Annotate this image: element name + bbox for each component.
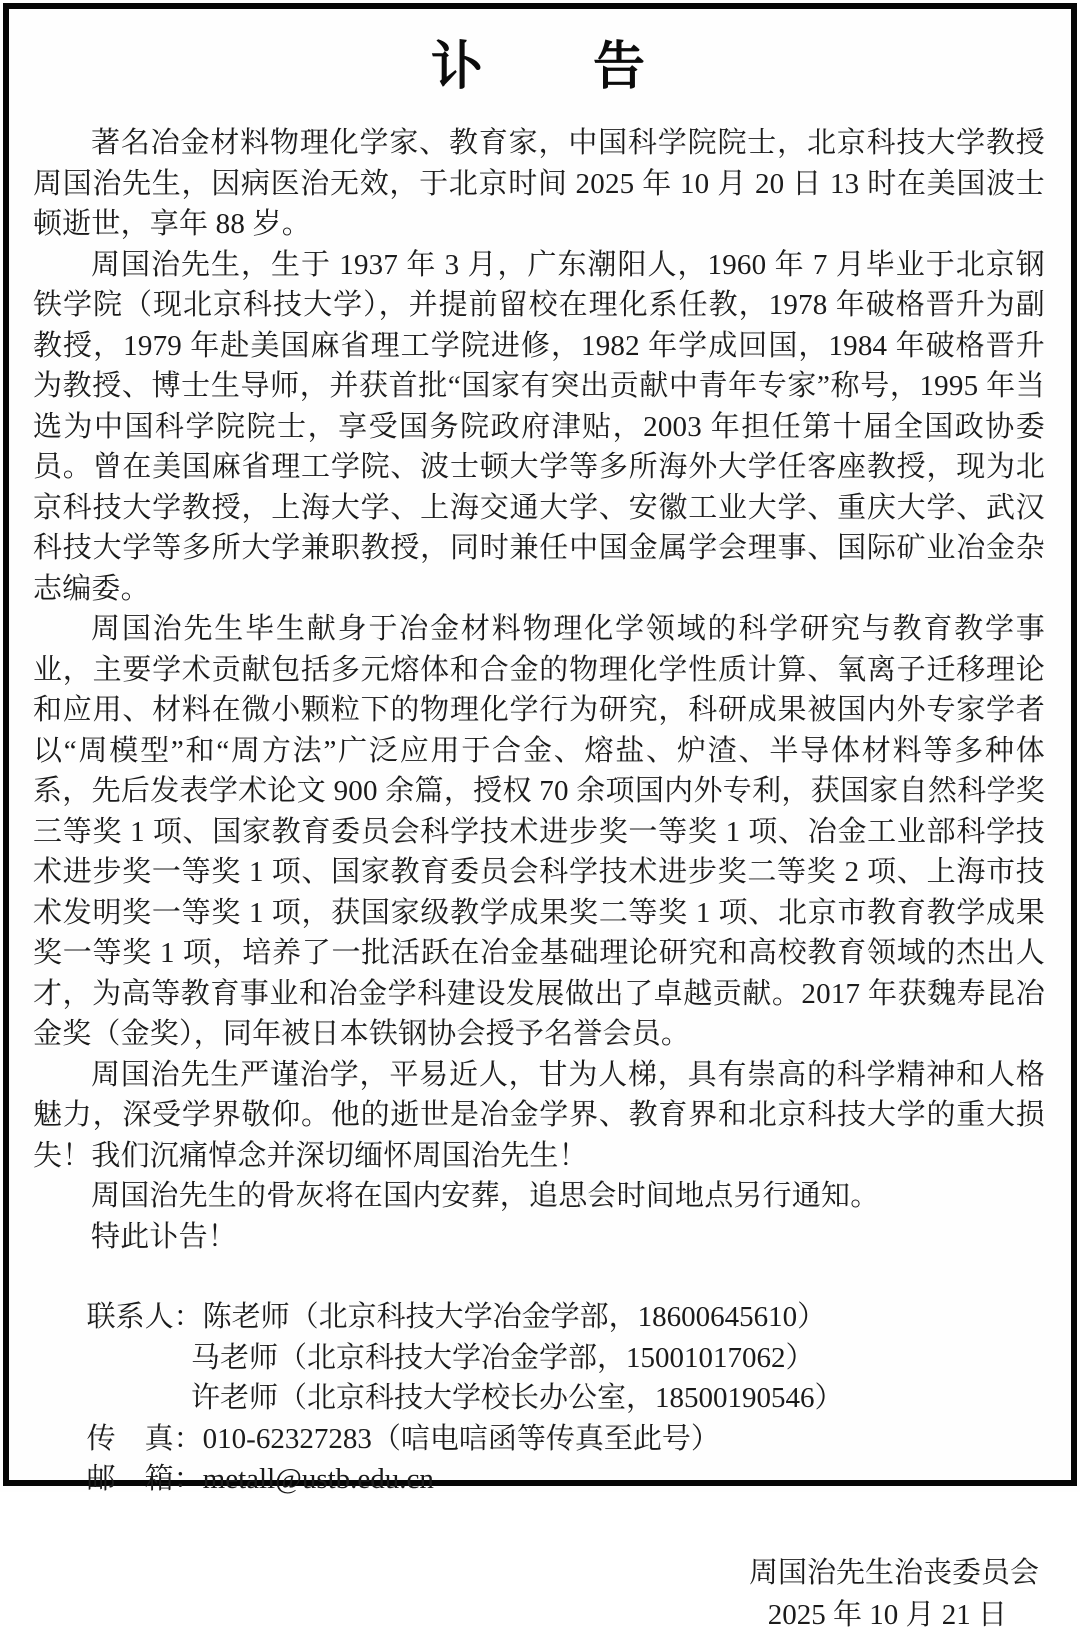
page-title: 讣 告 <box>430 39 647 96</box>
signature-date: 2025 年 10 月 21 日 <box>767 1598 1007 1631</box>
fax-label: 传 真： <box>86 1422 203 1455</box>
paragraph-tribute: 周国治先生严谨治学，平易近人，甘为人梯，具有崇高的科学精神和人格魅力，深受学界敬仰。他的逝世是冶金学界、教育界和北京科技大学的重大损失！我们沉痛悼念并深切缅怀周国治先生！ <box>33 1058 1045 1172</box>
paragraph-biography: 周国治先生，生于 1937 年 3 月，广东潮阳人，1960 年 7 月毕业于北京钢铁学院（现北京科技大学），并提前留校在理化系任教，1978 年破格晋升为副教授，1979 年赴美国麻省理工学院进修，1982 年学成回国，1984 年破格晋升为教授、博士生导师，并获首批“国家有突出贡献中青年专家”称号，1995 年当选为中国科学院院士，享受国务院政府津贴，2003 年担任第十届全国政协委员。曾在美国麻省理工学院、波士顿大学等多所海外大学任客座教授，现为北京科技大学教授，上海大学、上海交通大学、安徽工业大学、重庆大学、武汉科技大学等多所大学兼职教授，同时兼任中国金属学会理事、国际矿业冶金杂志编委。 <box>33 248 1045 605</box>
obituary-content <box>9 9 1071 1631</box>
contact-line-1 <box>33 1297 1045 1338</box>
signature-block <box>33 1552 1045 1636</box>
email-line <box>33 1459 1045 1500</box>
contact-person-chen: 陈老师（北京科技大学冶金学部，18600645610） <box>202 1301 827 1333</box>
contact-line-3 <box>33 1378 1045 1419</box>
contact-line-2 <box>33 1338 1045 1379</box>
paragraph-closing: 特此讣告！ <box>91 1220 238 1253</box>
contact-block <box>33 1297 1045 1500</box>
obituary-body <box>33 123 1045 1257</box>
email-label: 邮 箱： <box>86 1463 203 1495</box>
contacts-label: 联系人： <box>86 1301 203 1333</box>
email-address: metall@ustb.edu.cn <box>202 1463 434 1495</box>
fax-line <box>33 1419 1045 1460</box>
contact-person-ma: 马老师（北京科技大学冶金学部，15001017062） <box>191 1341 815 1374</box>
paragraph-death-announcement: 著名冶金材料物理化学家、教育家，中国科学院院士，北京科技大学教授周国治先生，因病医治无效，于北京时间 2025 年 10 月 20 日 13 时在美国波士顿逝世，享年 88 岁。 <box>33 127 1045 240</box>
paragraph-achievements: 周国治先生毕生献身于冶金材料物理化学领域的科学研究与教育教学事业，主要学术贡献包括多元熔体和合金的物理化学性质计算、氧离子迁移理论和应用、材料在微小颗粒下的物理化学行为研究，科研成果被国内外专家学者以“周模型”和“周方法”广泛应用于合金、熔盐、炉渣、半导体材料等多种体系，先后发表学术论文 900 余篇，授权 70 余项国内外专利，获国家自然科学奖三等奖 1 项、国家教育委员会科学技术进步奖一等奖 1 项、冶金工业部科学技术进步奖一等奖 1 项、国家教育委员会科学技术进步奖二等奖 2 项、上海市技术发明奖一等奖 1 项，获国家级教学成果奖二等奖 1 项、北京市教育教学成果奖一等奖 1 项，培养了一批活跃在冶金基础理论研究和高校教育领域的杰出人才，为高等教育事业和冶金学科建设发展做出了卓越贡献。2017 年获魏寿昆冶金奖（金奖），同年被日本铁钢协会授予名誉会员。 <box>33 613 1045 1050</box>
contact-person-xu: 许老师（北京科技大学校长办公室，18500190546） <box>191 1382 844 1414</box>
fax-number: 010-62327283（唁电唁函等传真至此号） <box>202 1422 720 1455</box>
paragraph-burial-notice: 周国治先生的骨灰将在国内安葬，追思会时间地点另行通知。 <box>91 1180 880 1212</box>
signature-committee: 周国治先生治丧委员会 <box>748 1556 1039 1589</box>
